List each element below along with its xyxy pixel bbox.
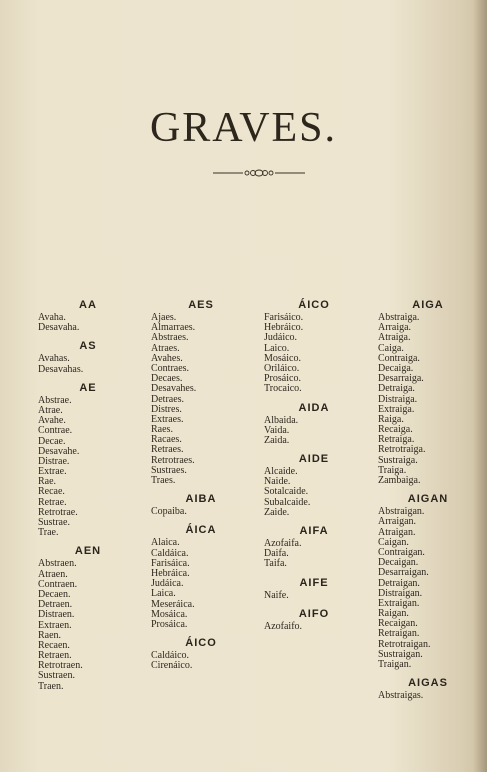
word-entry: Judáico. xyxy=(264,332,298,344)
word-entry: Retrotraiga. xyxy=(378,444,426,456)
word-entry: Mosáico. xyxy=(264,352,301,364)
word-entry: Traes. xyxy=(151,475,176,486)
word-entry: Distraiga. xyxy=(378,393,418,405)
word-entry: Abstraen. xyxy=(38,558,77,570)
ornament-divider xyxy=(213,166,305,180)
word-entry: Contraen. xyxy=(38,578,78,590)
column-4 xyxy=(378,298,478,701)
rhyme-heading: AIGA xyxy=(412,299,444,311)
word-entry: Caiga. xyxy=(378,342,404,354)
word-entry: Judáica. xyxy=(151,578,184,590)
word-entry: Abstraes. xyxy=(151,332,189,344)
word-entry: Retraigan. xyxy=(378,628,420,640)
word-entry: Detraigan. xyxy=(378,577,420,589)
word-entry: Raiga. xyxy=(378,413,404,425)
word-entry: Daifa. xyxy=(264,548,289,560)
word-entry: Naide. xyxy=(264,476,291,488)
word-entry: Taifa. xyxy=(264,558,287,570)
word-entry: Copaiba. xyxy=(151,506,187,518)
word-entry: Avahas. xyxy=(38,353,70,365)
page-title: GRAVES. xyxy=(149,105,338,151)
word-entry: Contraes. xyxy=(151,362,190,374)
word-entry: Trae. xyxy=(38,527,59,539)
rhyme-heading: AEN xyxy=(74,545,102,558)
word-entry: Traigan. xyxy=(378,659,412,670)
word-entry: Distrae. xyxy=(38,455,70,467)
word-entry: Sustraes. xyxy=(151,464,187,476)
word-entry: Retrotraen. xyxy=(38,660,83,672)
word-entry: Arraigan. xyxy=(378,516,417,528)
rhyme-heading: AIFA xyxy=(299,525,329,537)
word-entry: Prosáica. xyxy=(151,618,188,630)
word-entry: Avaha. xyxy=(38,312,66,323)
word-entry: Trocaico. xyxy=(264,383,302,395)
word-entry: Oriláico. xyxy=(264,362,300,374)
word-entry: Abstraigas. xyxy=(378,690,424,702)
word-entry: Extrae. xyxy=(38,466,67,478)
column-1 xyxy=(38,298,138,692)
word-entry: Abstrae. xyxy=(38,394,72,406)
word-entry: Hebráica. xyxy=(151,567,190,579)
word-entry: Contrae. xyxy=(38,425,73,437)
word-entry: Retrae. xyxy=(38,496,67,508)
word-entry: Desarraiga. xyxy=(378,373,424,385)
word-entry: Zaida. xyxy=(264,434,290,446)
word-entry: Farisáico. xyxy=(264,312,304,323)
word-entry: Raigan. xyxy=(378,608,409,620)
rhyme-heading: AA xyxy=(79,299,97,311)
rhyme-heading: AES xyxy=(188,299,214,311)
word-entry: Desavahas. xyxy=(38,363,84,375)
word-entry: Raen. xyxy=(38,629,62,641)
word-entry: Desavahes. xyxy=(151,383,197,395)
word-entry: Extraen. xyxy=(38,619,72,631)
rhyme-heading: ÁICO xyxy=(185,637,217,650)
word-entry: Abstraiga. xyxy=(378,312,420,323)
word-entry: Naife. xyxy=(264,589,289,601)
word-entry: Recae. xyxy=(38,486,65,498)
word-entry: Desarraigan. xyxy=(378,567,429,579)
rhyme-heading: AIFE xyxy=(299,576,329,589)
word-entry: Almarraes. xyxy=(151,322,196,334)
word-entry: Retrotrae. xyxy=(38,506,78,518)
word-entry: Decaes. xyxy=(151,373,183,385)
word-entry: Retraes. xyxy=(151,444,184,456)
word-entry: Sustraiga. xyxy=(378,454,418,466)
word-entry: Sustraen. xyxy=(38,670,75,682)
word-entry: Recaigan. xyxy=(378,618,418,630)
word-entry: Alcaide. xyxy=(264,466,298,478)
word-entry: Alaica. xyxy=(151,537,180,549)
word-entry: Distraen. xyxy=(38,609,75,621)
word-entry: Extraiga. xyxy=(378,403,415,415)
rhyme-heading: AIFO xyxy=(298,607,330,620)
word-entry: Extraigan. xyxy=(378,597,420,609)
word-entry: Albaida. xyxy=(264,414,299,426)
word-entry: Extraes. xyxy=(151,413,184,425)
word-entry: Cirenáico. xyxy=(151,660,193,672)
rhyme-heading: AIBA xyxy=(185,493,217,506)
word-entry: Atraiga. xyxy=(378,332,411,344)
word-entry: Contraiga. xyxy=(378,352,420,364)
word-entry: Atraigan. xyxy=(378,526,416,538)
word-entry: Distraigan. xyxy=(378,587,423,599)
word-entry: Distres. xyxy=(151,403,182,415)
word-entry: Desavaha. xyxy=(38,322,80,334)
word-entry: Retraiga. xyxy=(378,434,415,446)
word-entry: Meseráica. xyxy=(151,598,195,610)
word-entry: Prosáico. xyxy=(264,373,301,385)
word-entry: Sustrae. xyxy=(38,517,70,528)
word-entry: Desavahe. xyxy=(38,445,80,457)
word-entry: Detraiga. xyxy=(378,383,415,395)
word-entry: Traiga. xyxy=(378,464,407,476)
rhyme-heading: ÁICA xyxy=(185,524,217,537)
word-entry: Caldáico. xyxy=(151,650,190,662)
word-entry: Rae. xyxy=(38,476,57,488)
rhyme-heading: AIDA xyxy=(298,401,330,414)
column-2 xyxy=(151,298,251,671)
word-entry: Mosáica. xyxy=(151,608,188,620)
word-entry: Abstraigan. xyxy=(378,506,425,518)
word-entry: Laica. xyxy=(151,588,176,600)
word-entry: Ajaes. xyxy=(151,312,177,323)
word-entry: Retrotraes. xyxy=(151,454,195,466)
word-entry: Racaes. xyxy=(151,434,182,446)
word-entry: Farisáica. xyxy=(151,557,190,569)
word-entry: Zambaiga. xyxy=(378,475,421,486)
word-entry: Vaida. xyxy=(264,424,290,436)
word-entry: Decae. xyxy=(38,435,66,447)
word-entry: Avahes. xyxy=(151,352,183,364)
rhyme-heading: AIGAN xyxy=(407,493,449,506)
word-entry: Caldáica. xyxy=(151,547,189,559)
word-entry: Atraen. xyxy=(38,568,68,580)
column-3 xyxy=(264,298,364,632)
rhyme-heading: ÁICO xyxy=(298,299,330,311)
word-entry: Sotalcaide. xyxy=(264,486,309,498)
word-entry: Atraes. xyxy=(151,342,180,354)
word-entry: Raes. xyxy=(151,424,173,436)
word-entry: Hebráico. xyxy=(264,322,304,334)
word-entry: Decaiga. xyxy=(378,362,414,374)
word-entry: Traen. xyxy=(38,680,64,692)
word-entry: Sustraigan. xyxy=(378,648,423,660)
word-entry: Arraiga. xyxy=(378,322,412,334)
word-entry: Detraes. xyxy=(151,393,185,405)
word-entry: Contraigan. xyxy=(378,546,425,558)
rhyme-heading: AIDE xyxy=(298,453,330,466)
word-entry: Retrotraigan. xyxy=(378,638,431,650)
word-entry: Decaigan. xyxy=(378,557,419,569)
word-entry: Decaen. xyxy=(38,588,71,600)
word-entry: Azofaifa. xyxy=(264,538,302,549)
word-entry: Recaen. xyxy=(38,639,70,651)
word-entry: Detraen. xyxy=(38,599,73,611)
rhyme-heading: AIGAS xyxy=(408,677,448,690)
word-entry: Avahe. xyxy=(38,415,66,427)
word-entry: Zaide. xyxy=(264,506,290,518)
word-entry: Caigan. xyxy=(378,536,409,548)
rhyme-heading: AS xyxy=(79,340,97,353)
word-entry: Retraen. xyxy=(38,650,72,662)
word-entry: Recaiga. xyxy=(378,424,413,436)
rhyme-heading: AE xyxy=(79,381,97,394)
word-entry: Atrae. xyxy=(38,404,63,416)
word-entry: Azofaifo. xyxy=(264,620,303,632)
word-entry: Laico. xyxy=(264,342,290,354)
word-entry: Subalcaide. xyxy=(264,496,311,508)
